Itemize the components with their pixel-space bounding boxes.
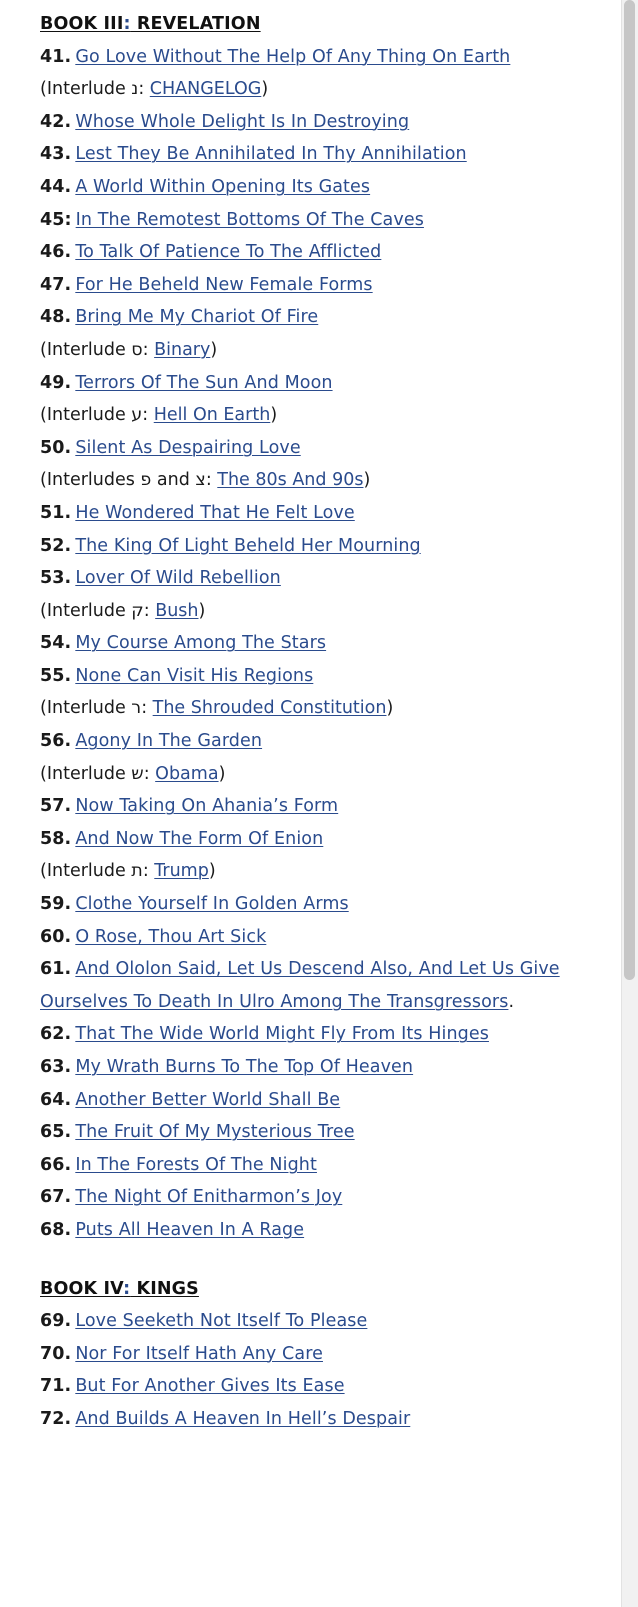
- book-heading-colon: :: [123, 14, 131, 34]
- toc-entry: [40, 138, 620, 171]
- interlude-prefix: (Interlude: [40, 79, 132, 100]
- interlude-hebrew-letter: ת: [131, 861, 143, 882]
- toc-entry-link[interactable]: But For Another Gives Its Ease: [75, 1376, 345, 1397]
- interlude-entry: [40, 758, 620, 791]
- toc-entry-number: 54.: [40, 633, 72, 654]
- interlude-suffix: ): [198, 600, 206, 621]
- toc-entry: [40, 41, 620, 74]
- toc-entry: [40, 1338, 620, 1371]
- toc-entry-link[interactable]: Terrors Of The Sun And Moon: [75, 372, 333, 393]
- toc-entry-link[interactable]: Nor For Itself Hath Any Care: [75, 1343, 323, 1364]
- toc-entry-link[interactable]: Lover Of Wild Rebellion: [75, 568, 281, 589]
- toc-entry: [40, 269, 620, 302]
- interlude-prefix: (Interlude: [40, 698, 132, 719]
- interlude-separator: :: [142, 405, 154, 426]
- toc-entry: [40, 497, 620, 530]
- toc-entry: [40, 530, 620, 563]
- toc-entry-link[interactable]: And Ololon Said, Let Us Descend Also, And Let Us Give Ourselves To Death In Ulro Among The Transgressors: [40, 959, 560, 1012]
- toc-entry-number: 47.: [40, 274, 72, 295]
- toc-entry-link[interactable]: The Fruit Of My Mysterious Tree: [75, 1122, 355, 1143]
- interlude-entry: [40, 73, 620, 106]
- book-heading: [40, 1273, 620, 1306]
- toc-entry: [40, 921, 620, 954]
- interlude-prefix: (Interlude: [40, 405, 132, 426]
- toc-entry-number: 49.: [40, 372, 72, 393]
- toc-entry: [40, 790, 620, 823]
- toc-entry: [40, 660, 620, 693]
- toc-entry: [40, 1084, 620, 1117]
- book-heading-colon: :: [123, 1278, 131, 1299]
- toc-entry-number: 41.: [40, 46, 72, 67]
- toc-entry-link[interactable]: Whose Whole Delight Is In Destroying: [75, 111, 410, 132]
- toc-entry-number: 64.: [40, 1089, 72, 1110]
- interlude-suffix: ): [208, 861, 216, 882]
- interlude-separator: :: [141, 698, 153, 719]
- toc-entry-link[interactable]: Go Love Without The Help Of Any Thing On Earth: [75, 46, 511, 67]
- toc-entry-number: 71.: [40, 1376, 72, 1397]
- toc-entry-number: 68.: [40, 1219, 72, 1240]
- interlude-hebrew-letter: ש: [131, 763, 144, 784]
- interlude-suffix: ): [386, 698, 394, 719]
- scrollbar-thumb[interactable]: [624, 0, 635, 980]
- toc-entry-link[interactable]: The King Of Light Beheld Her Mourning: [75, 535, 421, 556]
- toc-entry-number: 60.: [40, 926, 72, 947]
- toc-entry-number: 48.: [40, 307, 72, 328]
- toc-entry-number: 63.: [40, 1057, 72, 1077]
- book-heading-subtitle: KINGS: [130, 1278, 199, 1299]
- interlude-hebrew-letter: ס: [131, 339, 143, 360]
- toc-entry: [40, 953, 620, 1018]
- toc-entry-number: 59.: [40, 894, 72, 915]
- interlude-entry: [40, 692, 620, 725]
- toc-entry-number: 43.: [40, 144, 72, 165]
- toc-entry: [40, 367, 620, 400]
- toc-entry-link[interactable]: Clothe Yourself In Golden Arms: [75, 894, 349, 915]
- toc-entry: [40, 725, 620, 758]
- toc-entry-number: 72.: [40, 1408, 72, 1429]
- toc-entry-link[interactable]: Puts All Heaven In A Rage: [75, 1219, 305, 1240]
- toc-entry-link[interactable]: And Now The Form Of Enion: [75, 828, 324, 849]
- interlude-prefix: (Interlude: [40, 600, 132, 621]
- toc-entry: [40, 627, 620, 660]
- interlude-separator: :: [138, 79, 150, 100]
- interlude-link[interactable]: Hell On Earth: [153, 405, 271, 426]
- toc-entry-link[interactable]: Lest They Be Annihilated In Thy Annihilation: [75, 144, 467, 165]
- toc-entry: [40, 171, 620, 204]
- toc-entry-link[interactable]: My Wrath Burns To The Top Of Heaven: [75, 1057, 414, 1077]
- book-heading-subtitle: REVELATION: [130, 14, 261, 34]
- toc-entry-link[interactable]: Agony In The Garden: [75, 731, 263, 752]
- interlude-link[interactable]: Bush: [155, 600, 199, 621]
- toc-entry: [40, 106, 620, 139]
- toc-entry-number: 70.: [40, 1343, 72, 1364]
- toc-entry-number: 44.: [40, 176, 72, 197]
- toc-list: [40, 8, 620, 1436]
- interlude-entry: [40, 855, 620, 888]
- interlude-hebrew-letter: פ and צ: [140, 470, 206, 491]
- toc-entry-number: 65.: [40, 1122, 72, 1143]
- toc-entry-link[interactable]: A World Within Opening Its Gates: [75, 176, 371, 197]
- toc-entry-number: 45:: [40, 209, 72, 230]
- toc-entry: [40, 888, 620, 921]
- toc-entry-link[interactable]: Silent As Despairing Love: [75, 437, 301, 458]
- toc-entry-link[interactable]: O Rose, Thou Art Sick: [75, 926, 267, 947]
- toc-entry: [40, 236, 620, 269]
- interlude-hebrew-letter: ע: [131, 405, 143, 426]
- book-heading-title: BOOK IV: [40, 1278, 124, 1299]
- toc-entry-number: 55.: [40, 665, 72, 686]
- interlude-link[interactable]: Trump: [154, 861, 209, 882]
- toc-entry: [40, 301, 620, 334]
- toc-entry-number: 46.: [40, 242, 72, 263]
- interlude-separator: :: [142, 861, 155, 882]
- interlude-prefix: (Interlude: [40, 861, 132, 882]
- toc-entry: [40, 1370, 620, 1403]
- toc-entry-number: 66.: [40, 1154, 72, 1175]
- interlude-separator: :: [143, 600, 156, 621]
- interlude-suffix: ): [363, 470, 371, 491]
- toc-entry-number: 42.: [40, 111, 72, 132]
- toc-entry: [40, 1181, 620, 1214]
- interlude-entry: [40, 334, 620, 367]
- interlude-link[interactable]: The 80s And 90s: [217, 470, 364, 491]
- toc-entry-link[interactable]: Another Better World Shall Be: [75, 1089, 341, 1110]
- book-heading-title: BOOK III: [40, 14, 124, 34]
- toc-entry-link[interactable]: In The Remotest Bottoms Of The Caves: [75, 209, 424, 230]
- interlude-hebrew-letter: ק: [131, 600, 144, 621]
- section-spacer: [40, 1247, 620, 1273]
- toc-entry: [40, 1214, 620, 1247]
- toc-entry-trailing-punctuation: .: [508, 991, 515, 1012]
- interlude-prefix: (Interludes: [40, 470, 141, 491]
- toc-entry-link[interactable]: Bring Me My Chariot Of Fire: [75, 307, 319, 328]
- toc-entry: [40, 1305, 620, 1338]
- toc-entry-link[interactable]: The Night Of Enitharmon’s Joy: [75, 1187, 343, 1208]
- interlude-hebrew-letter: נ: [131, 79, 139, 100]
- interlude-suffix: ): [270, 405, 278, 426]
- interlude-hebrew-letter: ר: [131, 698, 142, 719]
- interlude-link[interactable]: CHANGELOG: [149, 79, 262, 100]
- toc-entry: [40, 1018, 620, 1051]
- interlude-separator: :: [142, 339, 155, 360]
- toc-entry: [40, 562, 620, 595]
- toc-entry-number: 52.: [40, 535, 72, 556]
- toc-entry-link[interactable]: In The Forests Of The Night: [75, 1154, 317, 1175]
- toc-entry-link[interactable]: He Wondered That He Felt Love: [75, 502, 355, 523]
- toc-entry-number: 53.: [40, 568, 72, 589]
- toc-entry-link[interactable]: None Can Visit His Regions: [75, 665, 314, 686]
- toc-entry: [40, 1051, 620, 1084]
- toc-entry: [40, 204, 620, 237]
- interlude-link[interactable]: The Shrouded Constitution: [152, 698, 387, 719]
- vertical-scrollbar[interactable]: [621, 0, 638, 1607]
- interlude-entry: [40, 595, 620, 628]
- interlude-prefix: (Interlude: [40, 339, 132, 360]
- toc-entry-number: 69.: [40, 1311, 72, 1332]
- interlude-link[interactable]: Obama: [155, 763, 219, 784]
- toc-entry: [40, 1403, 620, 1436]
- toc-entry-link[interactable]: And Builds A Heaven In Hell’s Despair: [75, 1408, 411, 1429]
- book-heading: [40, 8, 620, 41]
- toc-entry-link[interactable]: To Talk Of Patience To The Afflicted: [75, 242, 382, 263]
- interlude-separator: :: [143, 763, 156, 784]
- toc-entry-number: 51.: [40, 502, 72, 523]
- toc-entry: [40, 1116, 620, 1149]
- toc-entry: [40, 823, 620, 856]
- toc-entry-number: 67.: [40, 1187, 72, 1208]
- toc-entry: [40, 432, 620, 465]
- interlude-link[interactable]: Binary: [154, 339, 211, 360]
- toc-entry-link[interactable]: For He Beheld New Female Forms: [75, 274, 373, 295]
- toc-entry-link[interactable]: Love Seeketh Not Itself To Please: [75, 1311, 368, 1332]
- interlude-prefix: (Interlude: [40, 763, 132, 784]
- interlude-entry: [40, 464, 620, 497]
- toc-entry: [40, 1149, 620, 1182]
- interlude-entry: [40, 399, 620, 432]
- toc-entry-link[interactable]: That The Wide World Might Fly From Its Hinges: [75, 1024, 489, 1045]
- interlude-suffix: ): [261, 79, 269, 100]
- interlude-suffix: ): [210, 339, 218, 360]
- toc-entry-number: 61.: [40, 959, 72, 980]
- toc-entry-number: 50.: [40, 437, 72, 458]
- toc-entry-number: 56.: [40, 731, 72, 752]
- toc-entry-number: 58.: [40, 828, 72, 849]
- interlude-separator: :: [205, 470, 218, 491]
- toc-entry-link[interactable]: Now Taking On Ahania’s Form: [75, 796, 339, 817]
- interlude-suffix: ): [218, 763, 226, 784]
- toc-entry-number: 62.: [40, 1024, 72, 1045]
- toc-entry-link[interactable]: My Course Among The Stars: [75, 633, 327, 654]
- toc-entry-number: 57.: [40, 796, 72, 817]
